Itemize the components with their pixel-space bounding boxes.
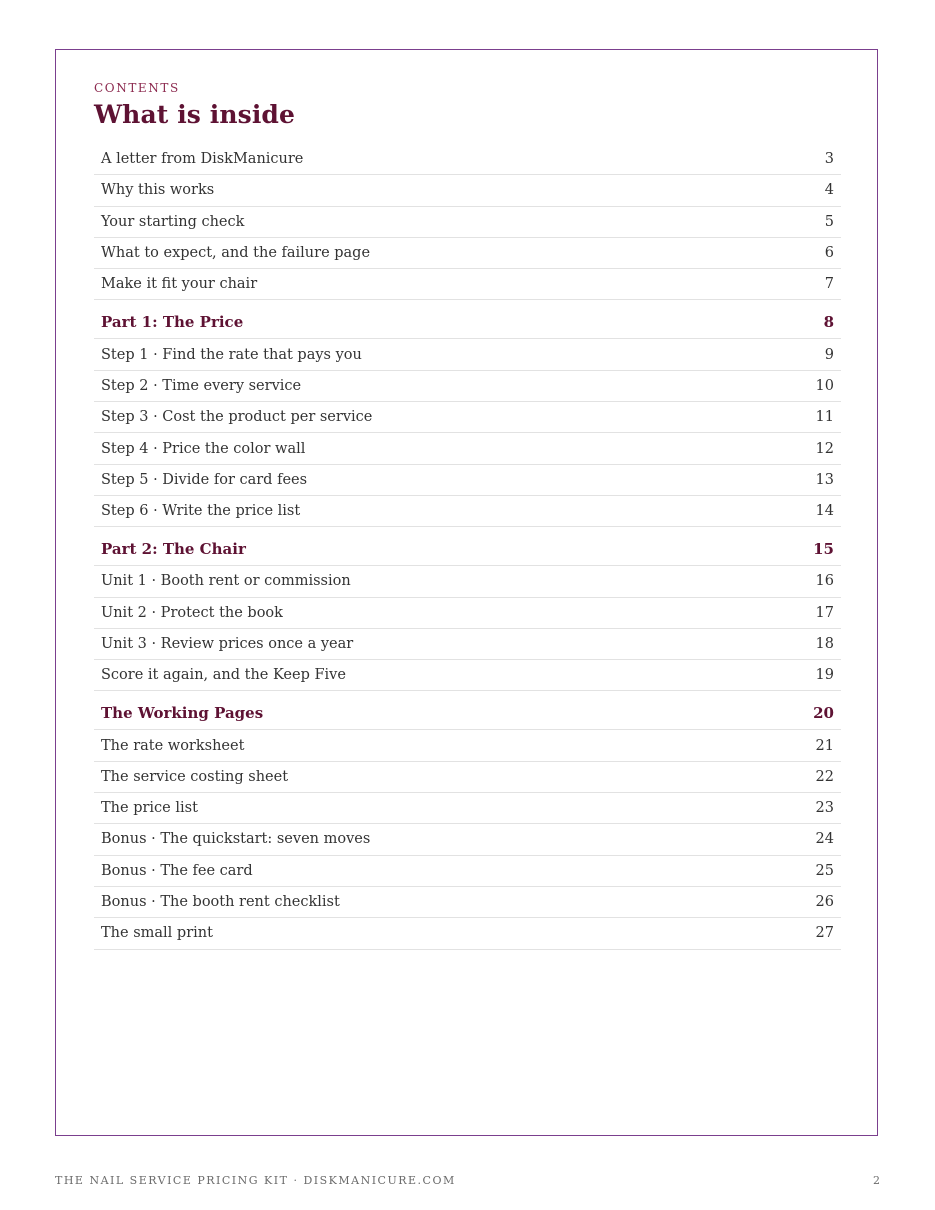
toc-entry-label: Bonus · The fee card — [101, 862, 253, 879]
toc-entry-page: 12 — [815, 440, 834, 457]
toc-entry-page: 11 — [815, 409, 834, 426]
toc-entry-label: Step 5 · Divide for card fees — [101, 471, 308, 488]
toc-entry[interactable] — [94, 496, 841, 527]
toc-entry-label: The price list — [101, 800, 198, 817]
toc-entry-page: 26 — [815, 894, 834, 911]
toc-entry[interactable] — [94, 144, 841, 175]
toc-entry-label: Score it again, and the Keep Five — [101, 667, 346, 684]
toc-entry-label: Your starting check — [101, 213, 245, 230]
toc-entry-page: 5 — [824, 213, 834, 230]
toc-entry-page: 17 — [815, 604, 834, 621]
toc-entry-page: 13 — [815, 471, 834, 488]
toc-entry[interactable] — [94, 371, 841, 402]
toc-entry[interactable] — [94, 762, 841, 793]
toc-entry[interactable] — [94, 660, 841, 691]
toc-entry-label: The rate worksheet — [101, 737, 245, 754]
toc-entry-label: A letter from DiskManicure — [101, 151, 304, 168]
toc-entry[interactable] — [94, 402, 841, 433]
toc-entry-page: 21 — [815, 737, 834, 754]
toc-entry-label: Bonus · The quickstart: seven moves — [101, 831, 371, 848]
toc-entry-page: 24 — [815, 831, 834, 848]
toc-entry-page: 7 — [824, 276, 834, 293]
toc-entry-label: Unit 3 · Review prices once a year — [101, 636, 354, 652]
toc-entry-label: Unit 2 · Protect the book — [101, 604, 283, 621]
toc-part-heading[interactable] — [94, 300, 841, 339]
toc-entry[interactable] — [94, 465, 841, 496]
toc-entry[interactable] — [94, 887, 841, 918]
toc-entry[interactable] — [94, 730, 841, 761]
contents-kicker: CONTENTS — [94, 81, 180, 95]
toc-entry-label: Bonus · The booth rent checklist — [101, 894, 340, 911]
toc-entry-page: 19 — [815, 667, 834, 684]
toc-entry-page: 3 — [824, 151, 834, 168]
toc-entry-page: 27 — [815, 925, 834, 942]
toc-entry-label: Unit 1 · Booth rent or commission — [101, 573, 351, 590]
toc-entry[interactable] — [94, 238, 841, 269]
toc-entry-label: The small print — [101, 925, 213, 942]
toc-entry-page: 6 — [824, 245, 834, 262]
toc-entry-label: Step 3 · Cost the product per service — [101, 409, 373, 426]
toc-entry-label: Step 6 · Write the price list — [101, 503, 301, 520]
toc-entry-label: The Working Pages — [101, 704, 264, 723]
toc-entry[interactable] — [94, 598, 841, 629]
toc-part-heading[interactable] — [94, 691, 841, 730]
toc-entry[interactable] — [94, 207, 841, 238]
toc-entry-page: 16 — [815, 573, 834, 590]
toc-entry-page: 20 — [813, 704, 834, 723]
toc-entry-page: 15 — [813, 540, 834, 559]
toc-entry-page: 4 — [824, 182, 834, 199]
toc-entry-label: Make it fit your chair — [101, 276, 258, 293]
toc-entry-label: Why this works — [101, 182, 215, 199]
toc-part-heading[interactable] — [94, 527, 841, 566]
toc-entry-label: Step 2 · Time every service — [101, 377, 302, 394]
toc-entry[interactable] — [94, 566, 841, 597]
toc-entry-label: Part 1: The Price — [101, 313, 244, 332]
toc-entry-page: 23 — [815, 800, 834, 817]
toc-entry[interactable] — [94, 856, 841, 887]
footer-title: THE NAIL SERVICE PRICING KIT · DISKMANICURE.COM — [55, 1174, 456, 1187]
toc-entry[interactable] — [94, 269, 841, 300]
table-of-contents — [94, 144, 841, 950]
toc-entry-page: 10 — [815, 377, 834, 394]
toc-entry[interactable] — [94, 339, 841, 370]
toc-entry-page: 8 — [823, 313, 834, 332]
page-frame — [55, 49, 878, 1136]
toc-entry-page: 9 — [824, 346, 834, 363]
toc-entry-page: 25 — [815, 862, 834, 879]
toc-entry-label: The service costing sheet — [101, 768, 289, 785]
toc-entry[interactable] — [94, 918, 841, 949]
toc-entry[interactable] — [94, 629, 841, 660]
toc-entry-page: 22 — [815, 768, 834, 785]
toc-entry[interactable] — [94, 175, 841, 206]
toc-entry[interactable] — [94, 824, 841, 855]
footer-page-number: 2 — [873, 1174, 880, 1187]
toc-entry[interactable] — [94, 433, 841, 464]
page-title: What is inside — [94, 100, 296, 129]
toc-entry-label: Step 1 · Find the rate that pays you — [101, 346, 362, 363]
toc-entry-label: Step 4 · Price the color wall — [101, 440, 306, 457]
toc-entry-label: What to expect, and the failure page — [101, 245, 371, 262]
toc-entry[interactable] — [94, 793, 841, 824]
toc-entry-label: Part 2: The Chair — [101, 540, 246, 559]
toc-entry-page: 18 — [815, 636, 834, 652]
toc-entry-page: 14 — [815, 503, 834, 520]
